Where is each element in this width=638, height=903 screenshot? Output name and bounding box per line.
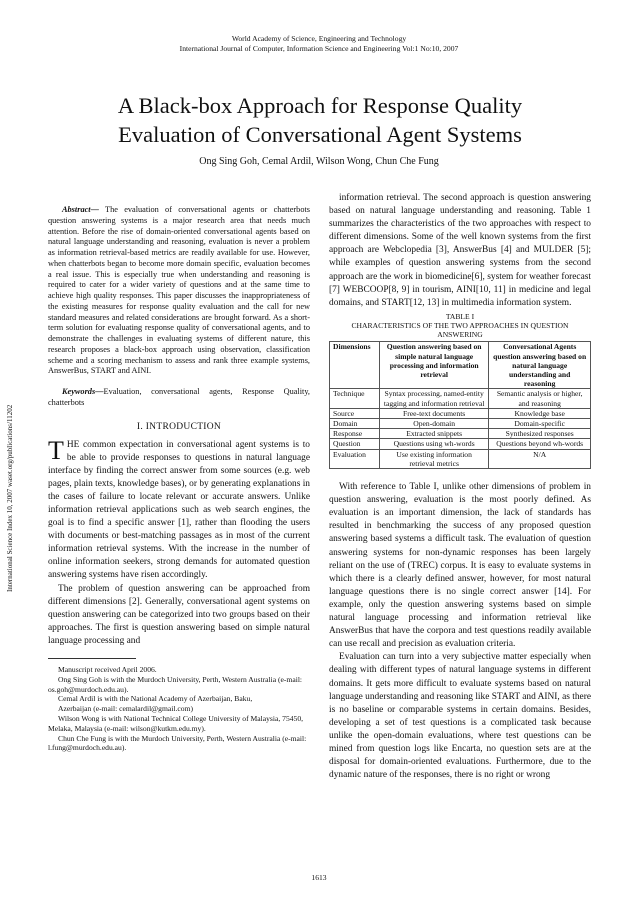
table-header-cell: Dimensions [330,342,380,389]
right-paragraph-3: Evaluation can turn into a very subjective matter especially when dealing with different types of natural language systems in different domains. It gets more difficult to evaluate systems based on natural language understanding and reasoning like START and AINI, as there is no baseline or comparable systems in certain domains. Besides, developing a set of test questions is a complicated task because unlike the open-domain evaluations, where test questions can be mined from question logs like Encarta, no question sets are at the disposal for domain-oriented evaluations. Furthermore, due to the dynamic nature of the responses, there is no right or wrong [329,652,591,781]
journal-header [0,34,638,54]
footnote-author-ardil: Cemal Ardil is with the National Academy of Azerbaijan, Baku, [58,694,253,704]
table-cell: Questions beyond wh-words [489,439,591,449]
table-header-row [330,342,591,389]
keywords-text: Evaluation, conversational agents, Response Quality, chatterbots [48,387,310,407]
table-header-cell: Question answering based on simple natural language processing and information retrieval [379,342,488,389]
page-number: 1613 [311,873,327,882]
table-cell: Use existing information retrieval metrics [379,449,488,468]
table-caption-title: CHARACTERISTICS OF THE TWO APPROACHES IN QUESTION ANSWERING [351,321,569,340]
intro-paragraph-2: The problem of question answering can be approached from different dimensions [2]. Generally, conversational agent systems on question answering can be categorized into two groups based on their approaches. The first is question answering based on simple natural language processing and [48,583,310,646]
table-row [330,419,591,429]
intro-paragraph-1 [48,435,310,583]
table-cell: Semantic analysis or higher, and reasoning [489,389,591,408]
table-cell: Knowledge base [489,408,591,418]
footnote-manuscript: Manuscript received April 2006. [58,665,157,674]
table-cell: Response [330,429,380,439]
table-cell: Syntax processing, named-entity tagging and information retrieval [379,389,488,408]
keywords [48,387,310,409]
table-row [330,389,591,408]
abstract-text: The evaluation of conversational agents or chatterbots question answering systems is a major research area that needs much attention. Before the rise of domain-oriented conversational agents based on natural language understanding and reasoning, evaluation is never a problem as information retrieval-based metrics are readily available for use. However, when chatterbots began to become more domain specific, evaluation becomes a real issue. This is especially true when understanding and reasoning is required to cater for a wider variety of questions and at the same time to achieve high quality responses. This paper discusses the inappropriateness of the existing measures for response quality evaluation and the call for new standard measures and related considerations are brought forward. As a short-term solution for evaluating response quality of conversational agents, and to demonstrate the challenges in evaluating systems of different nature, this research proposes a black-box approach using observation, classification scheme and a scoring mechanism to assess and rank three example systems, AnswerBus, START and AINI. [48,205,310,376]
drop-cap: T [48,435,64,465]
footnote-author-wong: Wilson Wong is with National Technical College University of Malaysia, 75450, Melaka, Malaysia (e-mail: wilson@kutkm.edu.my). [48,713,304,733]
table-cell: Technique [330,389,380,408]
keywords-label: Keywords— [62,387,104,396]
table-caption [329,312,591,340]
header-line-2: International Journal of Computer, Information Science and Engineering Vol:1 No:10, 2007 [179,44,459,53]
table-cell: Question [330,439,380,449]
footnote-rule [48,658,136,659]
table-row [330,439,591,449]
table-cell: Extracted snippets [379,429,488,439]
table-row [330,449,591,468]
table-caption-number: TABLE I [445,311,475,321]
header-line-1: World Academy of Science, Engineering and Technology [231,34,407,43]
table-cell: Questions using wh-words [379,439,488,449]
footnote-author-fung: Chun Che Fung is with the Murdoch University, Perth, Western Australia (e-mail: l.fung@murdoch.edu.au). [48,733,307,753]
table-cell: Free-text documents [379,408,488,418]
right-paragraph-1: information retrieval. The second approach is question answering based on natural language understanding and reasoning. Table 1 summarizes the characteristics of the two approaches with respect to different dimensions. Some of the well known systems from the first approach are Webclopedia [3], AnswerBus [4] and MULDER [5]; while examples of question answering systems from the second approach are the work in biomedicine[6], system for weather forecast [7] WEBCOOP[8, 9] in tourism, AINI[10, 11] in medicine and legal domains, and START[12, 13] in multimedia information system. [329,193,591,308]
table-row [330,408,591,418]
side-index-strip [3,212,17,592]
table-cell: Source [330,408,380,418]
table-header-cell: Conversational Agents question answering based on natural language understanding and reasoning [489,342,591,389]
table-cell: Synthesized responses [489,429,591,439]
table-cell: N/A [489,449,591,468]
table-cell: Domain-specific [489,419,591,429]
side-index-text: International Science Index 10, 2007 waset.org/publications/11202 [6,404,14,592]
table-cell: Evaluation [330,449,380,468]
paper-title [40,91,600,149]
abstract [48,205,310,377]
footnotes [48,665,310,753]
footnote-author-ardil-email: Azerbaijan (e-mail: cemalardil@gmail.com) [58,704,193,714]
footnote-author-goh: Ong Sing Goh is with the Murdoch University, Perth, Western Australia (e-mail: os.goh@murdoch.edu.au). [48,674,303,694]
section-heading-introduction: I. INTRODUCTION [136,421,222,432]
title-line-1: A Black-box Approach for Response Quality [117,93,523,118]
intro-paragraph-1-text: HE common expectation in conversational agent systems is to be able to provide responses to questions in natural language interface by finding the correct answer from some sources (e.g. web pages, plain texts, knowledge bases), or by generating explanations in the cases of failure to locate relevant or accurate answers. Unlike information retrieval applications such as web search engines, the goal is to find a specific answer [1], rather than flooding the users with documents or best-matching passages as in most of the current information retrieval systems. With the increase in the number of online information seekers, strong demands for automated question answering systems have risen accordingly. [48,439,310,581]
abstract-label: Abstract— [62,205,99,214]
table-cell: Open-domain [379,419,488,429]
title-line-2: Evaluation of Conversational Agent Systems [118,122,522,147]
table-row [330,429,591,439]
author-list: Ong Sing Goh, Cemal Ardil, Wilson Wong, Chun Che Fung [199,156,439,167]
table-cell: Domain [330,419,380,429]
right-paragraph-2: With reference to Table I, unlike other dimensions of problem in question answering, evaluation is the most poorly defined. As evaluation is an important dimension, the lack of standards has resulted in benchmarking the success of any proposed question answering based systems a difficult task. The evaluation of question answering systems for non-dynamic responses has been largely reliant on the use of (TREC) corpus. It is easy to evaluate systems in which there is a clearly defined answer, however, for most natural language questions there is no single correct answer [14]. For example, only the question answering systems based on simple natural language processing and information retrieval like AnswerBus that have the corpora and test questions readily available can use recall and precision as evaluation criteria. [329,482,591,650]
characteristics-table [329,341,591,469]
right-column [329,192,591,782]
left-column [48,192,310,753]
